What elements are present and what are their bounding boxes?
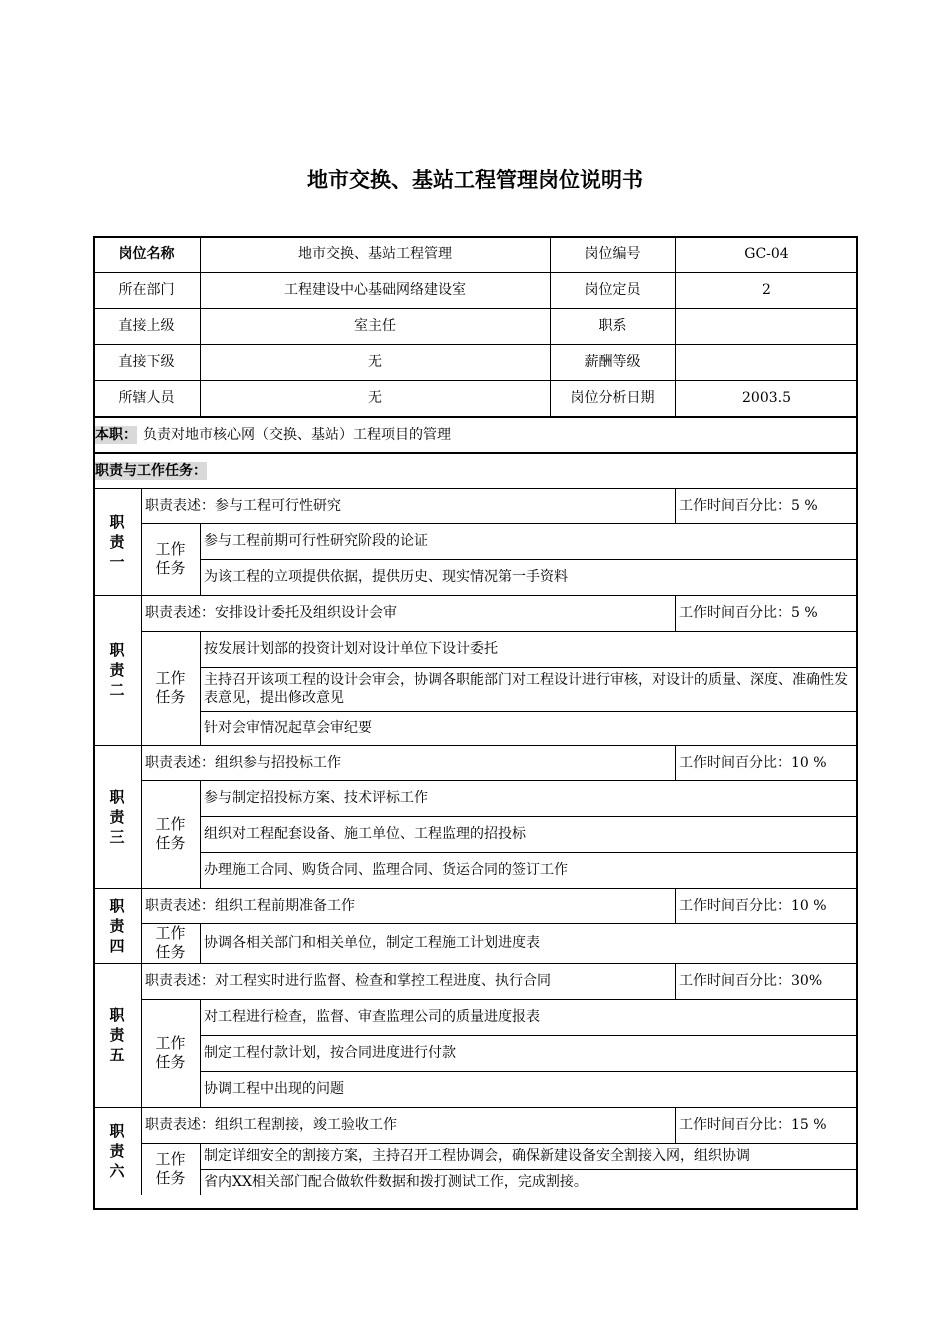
duty-label [93, 595, 141, 745]
page-title: 地市交换、基站工程管理岗位说明书 [307, 168, 643, 192]
quota-value: 2 [762, 282, 771, 298]
duty-time-percentage: 工作时间百分比：5 % [679, 497, 818, 514]
duty-label-char: 责 [109, 1026, 125, 1044]
salary-label: 薪酬等级 [584, 354, 641, 370]
task-label-line: 任务 [155, 688, 186, 706]
task-item: 参与工程前期可行性研究阶段的论证 [204, 533, 428, 549]
superior-value: 室主任 [354, 318, 396, 334]
task-label-line: 任务 [155, 1169, 186, 1187]
duty-label-char: 责 [109, 1142, 125, 1160]
duty-time-percentage: 工作时间百分比：10 % [679, 754, 827, 771]
duty-label-char: 责 [109, 532, 125, 551]
task-label-line: 任务 [155, 943, 186, 961]
task-item: 办理施工合同、购货合同、监理合同、货运合同的签订工作 [204, 862, 568, 878]
task-item: 协调各相关部门和相关单位，制定工程施工计划进度表 [204, 935, 540, 951]
duty-description: 职责表述：安排设计委托及组织设计会审 [145, 605, 397, 621]
staff-value: 无 [368, 390, 382, 406]
duty-description: 职责表述：组织工程前期准备工作 [145, 897, 355, 914]
task-label [141, 523, 200, 595]
task-item: 省内XX相关部门配合做软件数据和拨打测试工作，完成割接。 [204, 1174, 588, 1190]
task-item: 主持召开该项工程的设计会审会，协调各职能部门对工程设计进行审核，对设计的质量、深度、准确性发表意见，提出修改意见 [204, 672, 848, 706]
subordinate-label: 直接下级 [118, 354, 175, 370]
duty-label [93, 1107, 141, 1195]
dept-value: 工程建设中心基础网络建设室 [284, 282, 466, 298]
duty-time-percentage: 工作时间百分比：30% [679, 973, 823, 989]
task-label [141, 999, 200, 1107]
duty-label-char: 职 [109, 512, 125, 531]
main-duty-row [95, 418, 855, 452]
duty-description: 职责表述：对工程实时进行监督、检查和掌控工程进度、执行合同 [145, 973, 551, 989]
duty-label-char: 责 [109, 807, 125, 826]
duty-label-char: 责 [109, 916, 125, 935]
duty-label-char: 职 [109, 1122, 125, 1140]
subordinate-value: 无 [368, 354, 382, 370]
task-item: 为该工程的立项提供依据，提供历史、现实情况第一手资料 [204, 569, 568, 585]
task-item: 针对会审情况起草会审纪要 [204, 720, 372, 736]
task-item: 协调工程中出现的问题 [204, 1081, 344, 1097]
task-label [141, 1143, 200, 1195]
duty-label-char: 职 [109, 787, 125, 806]
duty-label [93, 488, 141, 595]
post-no-value: GC-04 [744, 246, 789, 262]
superior-label: 直接上级 [118, 318, 175, 334]
duty-label [93, 745, 141, 888]
task-label-line: 工作 [155, 1150, 186, 1168]
task-label-line: 工作 [155, 540, 186, 558]
task-label [141, 780, 200, 888]
duty-label [93, 888, 141, 963]
duty-time-percentage: 工作时间百分比：5 % [679, 605, 818, 621]
task-item: 制定详细安全的割接方案，主持召开工程协调会，确保新建设备安全割接入网，组织协调 [204, 1148, 750, 1164]
task-label-line: 工作 [155, 669, 186, 687]
post-name-label: 岗位名称 [118, 246, 175, 262]
task-label-line: 工作 [155, 815, 186, 833]
task-label-line: 工作 [155, 1034, 186, 1052]
duty-label [93, 963, 141, 1107]
duty-label-char: 职 [109, 1006, 125, 1024]
duty-label-char: 二 [109, 681, 125, 699]
quota-label: 岗位定员 [584, 282, 641, 298]
task-item: 按发展计划部的投资计划对设计单位下设计委托 [204, 641, 498, 657]
task-item: 参与制定招投标方案、技术评标工作 [204, 790, 428, 806]
dept-label: 所在部门 [118, 282, 175, 298]
duty-description: 职责表述：组织参与招投标工作 [145, 754, 341, 771]
main-duty-label: 本职： [95, 427, 137, 443]
staff-label: 所辖人员 [118, 390, 175, 406]
duty-label-char: 六 [109, 1162, 125, 1180]
task-label-line: 任务 [155, 559, 186, 577]
task-item: 对工程进行检查，监督、审查监理公司的质量进度报表 [204, 1009, 540, 1025]
task-label-line: 任务 [155, 834, 186, 852]
task-item: 制定工程付款计划，按合同进度进行付款 [204, 1045, 456, 1061]
series-value [675, 308, 858, 344]
duty-description: 职责表述：参与工程可行性研究 [145, 497, 341, 514]
duty-label-char: 四 [109, 936, 125, 955]
task-label [141, 923, 200, 963]
duty-time-percentage: 工作时间百分比：15 % [679, 1117, 827, 1133]
series-label: 职系 [598, 318, 627, 334]
duty-label-char: 三 [109, 827, 125, 846]
salary-value [675, 344, 858, 380]
date-label: 岗位分析日期 [570, 390, 655, 406]
duty-label-char: 职 [109, 896, 125, 915]
post-no-label: 岗位编号 [584, 246, 641, 262]
task-item: 组织对工程配套设备、施工单位、工程监理的招投标 [204, 826, 526, 842]
task-label [141, 631, 200, 745]
date-value: 2003.5 [742, 390, 791, 406]
duty-description: 职责表述：组织工程割接，竣工验收工作 [145, 1117, 397, 1133]
duties-header-row [95, 454, 855, 488]
duty-label-char: 一 [109, 552, 125, 571]
duty-label-char: 责 [109, 661, 125, 679]
task-label-line: 任务 [155, 1053, 186, 1071]
duty-time-percentage: 工作时间百分比：10 % [679, 897, 827, 914]
task-label-line: 工作 [155, 924, 186, 942]
post-name-value: 地市交换、基站工程管理 [298, 246, 452, 262]
duty-label-char: 职 [109, 641, 125, 659]
duty-label-char: 五 [109, 1046, 125, 1064]
main-duty-text: 负责对地市核心网（交换、基站）工程项目的管理 [143, 427, 451, 443]
duties-header: 职责与工作任务： [95, 463, 207, 479]
